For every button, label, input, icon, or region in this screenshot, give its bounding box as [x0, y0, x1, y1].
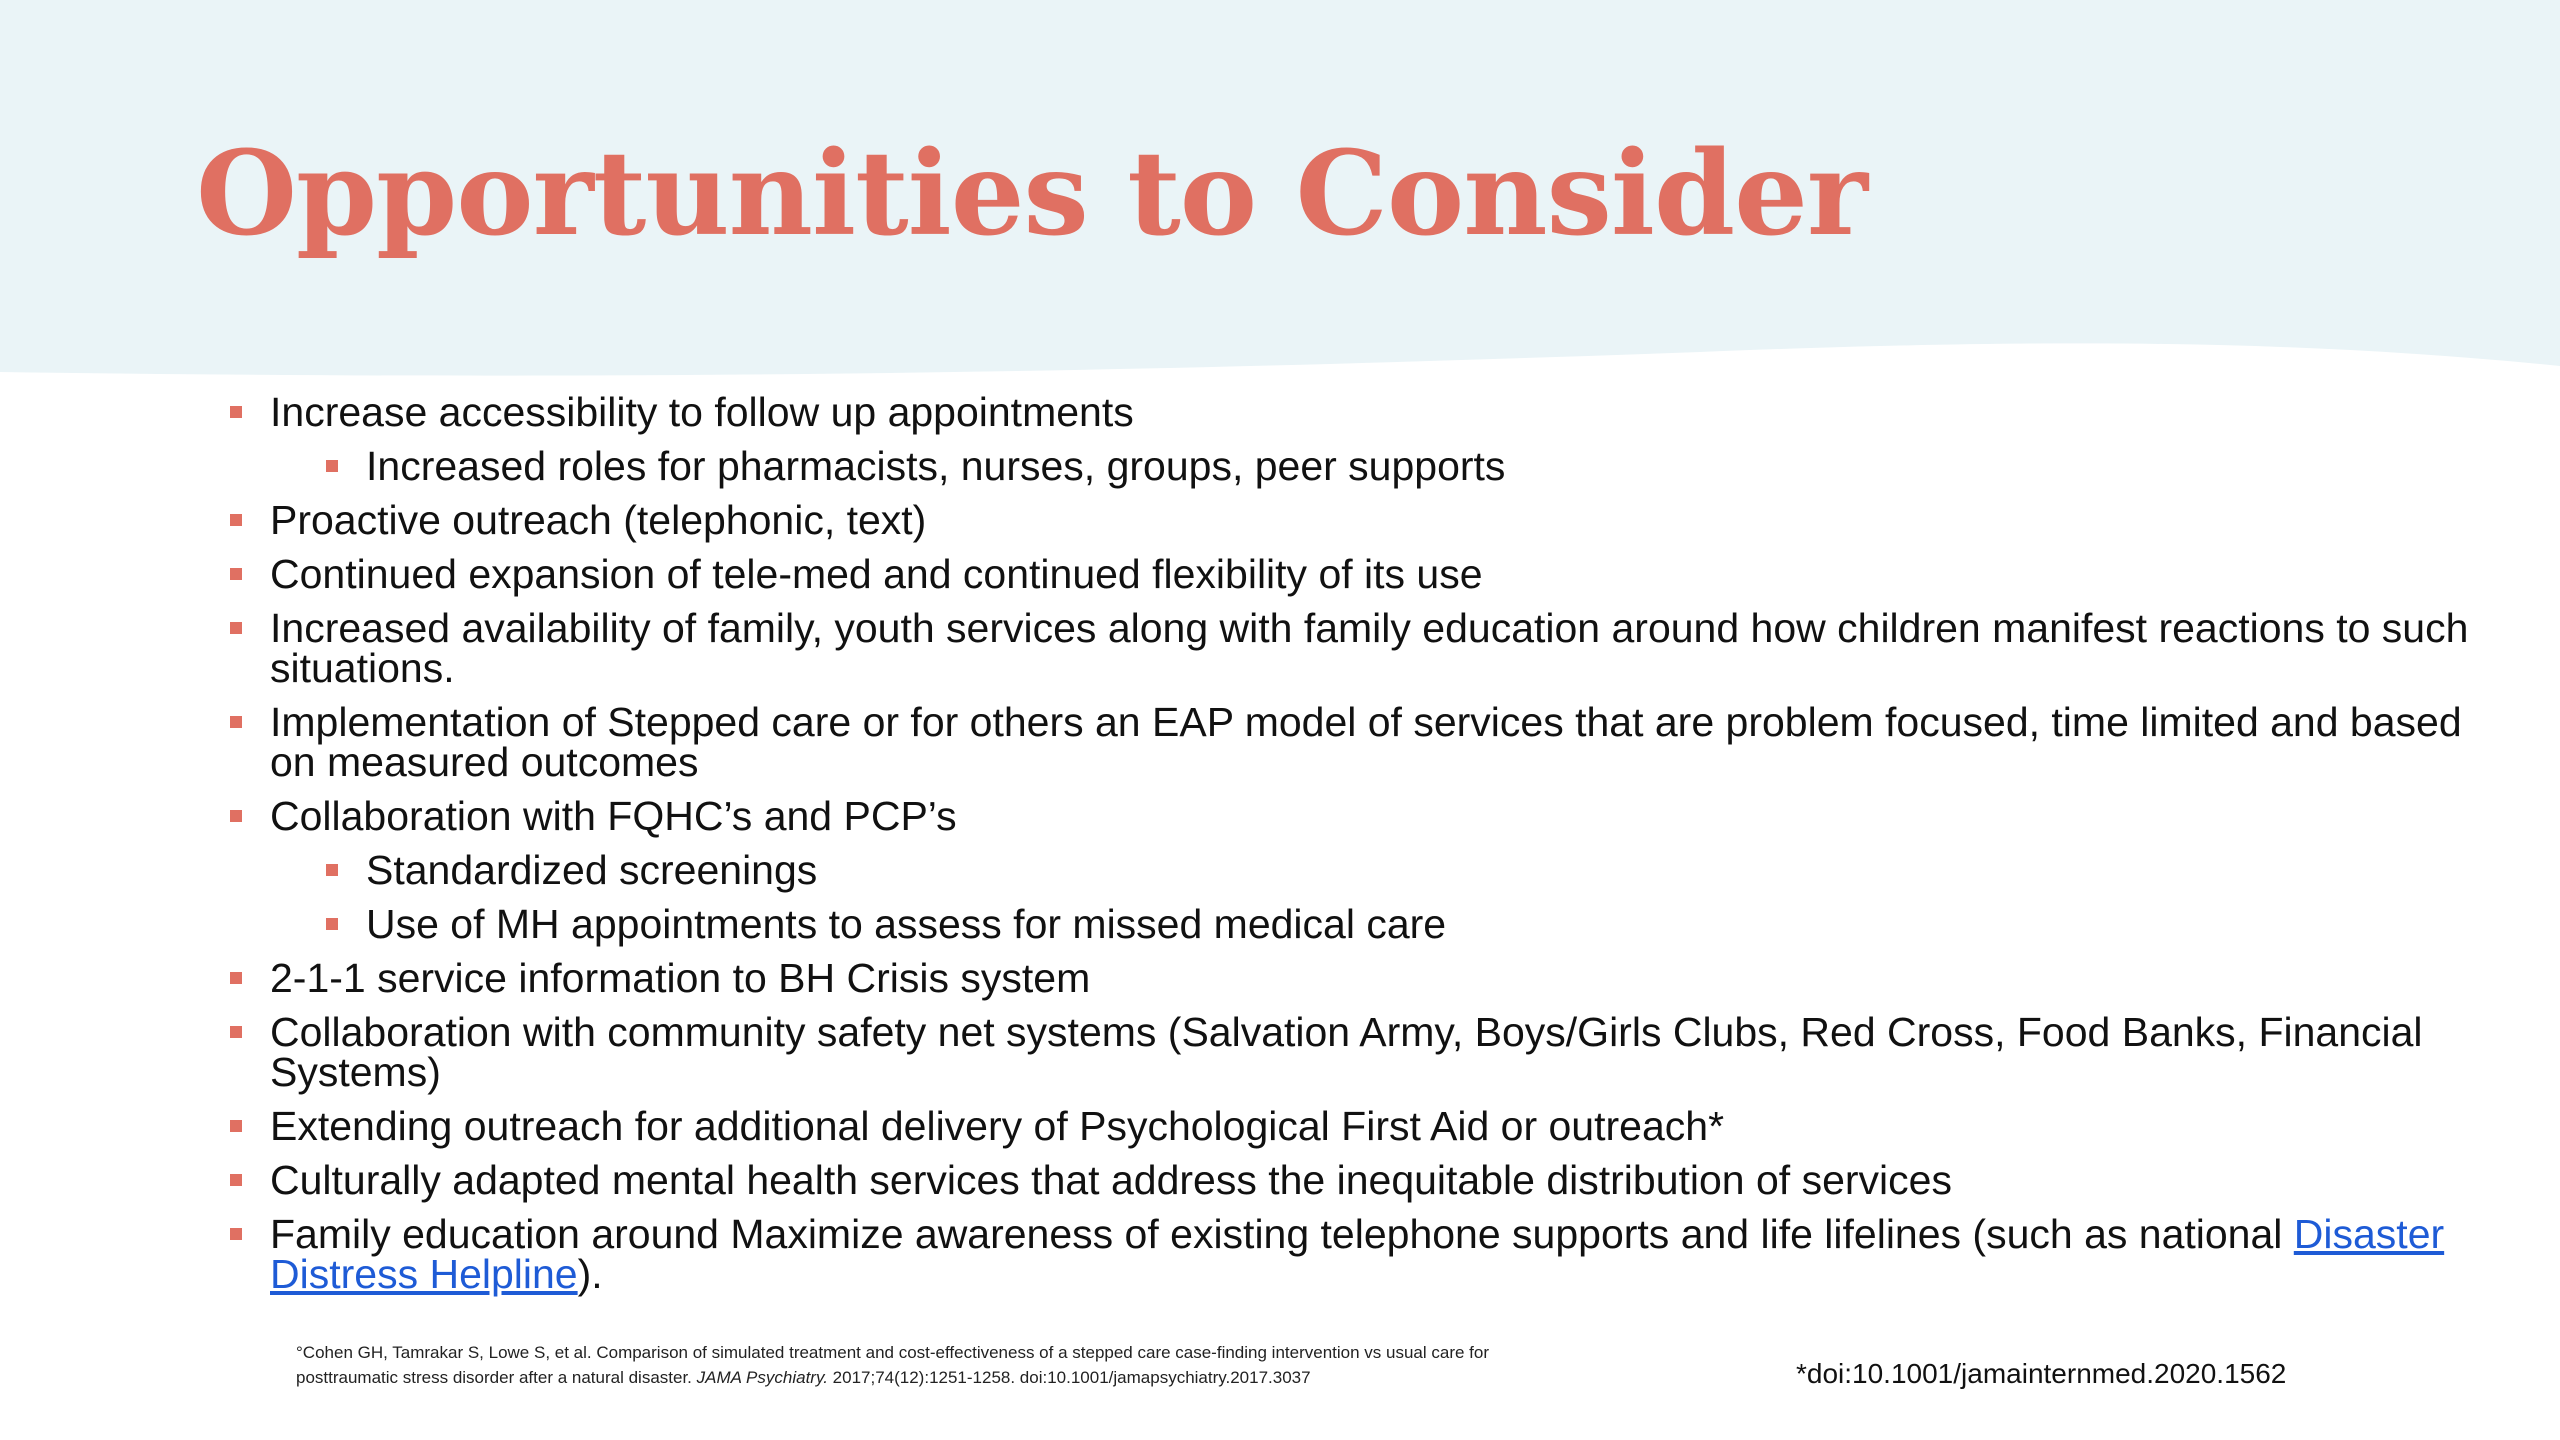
- bullet-item: [230, 551, 2470, 597]
- footnote-journal: JAMA Psychiatry.: [696, 1368, 828, 1387]
- bullet-text: 2-1-1 service information to BH Crisis system: [270, 955, 1091, 1001]
- bullet-text: Proactive outreach (telephonic, text): [270, 497, 927, 543]
- citation-footnote: [296, 1340, 1556, 1390]
- bullet-item: [230, 793, 2470, 839]
- bullet-list: [230, 389, 2470, 1297]
- footnote-text: °Cohen GH, Tamrakar S, Lowe S, et al. Comparison of simulated treatment and cost-effectiveness of a stepped care case-finding intervention vs usual care for posttraumatic stress disorder after a natural disaster.: [296, 1343, 1489, 1387]
- bullet-item: [230, 1211, 2470, 1297]
- bullet-text: Extending outreach for additional delivery of Psychological First Aid or outreach*: [270, 1103, 1725, 1149]
- square-bullet-icon: [230, 406, 242, 418]
- bullet-item: [230, 1009, 2470, 1095]
- bullet-item: [230, 389, 2470, 435]
- bullet-text: Collaboration with community safety net systems (Salvation Army, Boys/Girls Clubs, Red Cross, Food Banks, Financial Systems): [270, 1009, 2423, 1095]
- bullet-text: Family education around Maximize awareness of existing telephone supports and life lifelines (such as national: [270, 1211, 2294, 1257]
- square-bullet-icon: [230, 514, 242, 526]
- bullet-text: Culturally adapted mental health services that address the inequitable distribution of services: [270, 1157, 1952, 1203]
- doi-reference: *doi:10.1001/jamainternmed.2020.1562: [1796, 1358, 2287, 1389]
- bullet-text: Implementation of Stepped care or for others an EAP model of services that are problem focused, time limited and based on measured outcomes: [270, 699, 2462, 785]
- square-bullet-icon: [230, 972, 242, 984]
- square-bullet-icon: [326, 864, 338, 876]
- square-bullet-icon: [230, 622, 242, 634]
- sub-bullet-item: [326, 901, 2470, 947]
- footnote-text-end: 2017;74(12):1251-1258. doi:10.1001/jamapsychiatry.2017.3037: [827, 1368, 1311, 1387]
- square-bullet-icon: [230, 1120, 242, 1132]
- square-bullet-icon: [230, 810, 242, 822]
- sub-bullet-item: [326, 847, 2470, 893]
- square-bullet-icon: [230, 1026, 242, 1038]
- bullet-text: Increased roles for pharmacists, nurses, groups, peer supports: [366, 443, 1506, 489]
- square-bullet-icon: [230, 716, 242, 728]
- bullet-text: Standardized screenings: [366, 847, 818, 893]
- bullet-text: Increase accessibility to follow up appointments: [270, 389, 1134, 435]
- bullet-item: [230, 955, 2470, 1001]
- bullet-text: Increased availability of family, youth services along with family education around how children manifest reactions to such situations.: [270, 605, 2469, 691]
- bullet-text: Collaboration with FQHC’s and PCP’s: [270, 793, 957, 839]
- page-title: Opportunities to Consider: [196, 126, 1867, 262]
- bullet-item: [230, 1103, 2470, 1149]
- disaster-distress-helpline-link[interactable]: Disaster Distress Helpline: [270, 1211, 2445, 1297]
- square-bullet-icon: [230, 1228, 242, 1240]
- square-bullet-icon: [326, 460, 338, 472]
- square-bullet-icon: [230, 568, 242, 580]
- bullet-text: Use of MH appointments to assess for missed medical care: [366, 901, 1447, 947]
- square-bullet-icon: [230, 1174, 242, 1186]
- sub-bullet-item: [326, 443, 2470, 489]
- square-bullet-icon: [326, 918, 338, 930]
- bullet-item: [230, 699, 2470, 785]
- bullet-text: Continued expansion of tele-med and continued flexibility of its use: [270, 551, 1483, 597]
- bullet-item: [230, 497, 2470, 543]
- bullet-item: [230, 605, 2470, 691]
- bullet-item: [230, 1157, 2470, 1203]
- bullet-text-end: ).: [577, 1251, 603, 1297]
